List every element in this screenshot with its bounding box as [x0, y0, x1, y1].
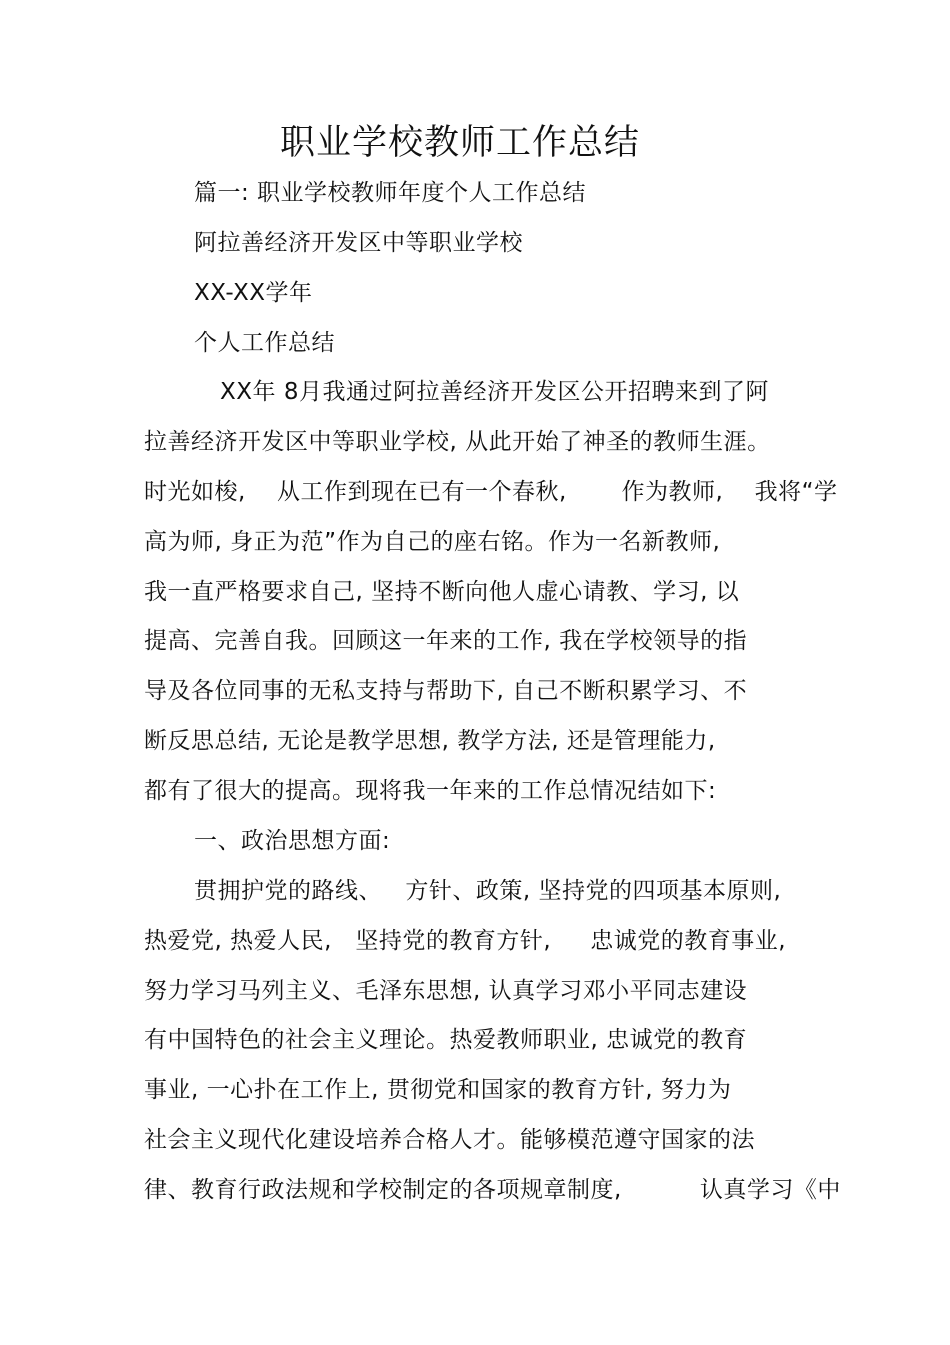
text-line: 努力学习马列主义、毛泽东思想, 认真学习邓小平同志建设: [144, 978, 748, 1004]
document-title: 职业学校教师工作总结: [279, 123, 640, 163]
text-line: 提高、完善自我。回顾这一年来的工作, 我在学校领导的指: [144, 628, 748, 654]
text-line: 断反思总结, 无论是教学思想, 教学方法, 还是管理能力,: [144, 728, 716, 754]
text-line: 律、教育行政法规和学校制定的各项规章制度, 认真学习《中: [144, 1177, 841, 1203]
text-line: 拉善经济开发区中等职业学校, 从此开始了神圣的教师生涯。: [144, 429, 771, 455]
text-line: 我一直严格要求自己, 坚持不断向他人虚心请教、学习, 以: [144, 579, 740, 605]
text-line: 导及各位同事的无私支持与帮助下, 自己不断积累学习、不: [144, 678, 748, 704]
text-line: 高为师, 身正为范”作为自己的座右铭。作为一名新教师,: [144, 529, 721, 555]
text-line: 有中国特色的社会主义理论。热爱教师职业, 忠诚党的教育: [144, 1027, 748, 1053]
text-line: 一、政治思想方面:: [194, 828, 391, 854]
text-line: 事业, 一心扑在工作上, 贯彻党和国家的教育方针, 努力为: [144, 1077, 732, 1103]
text-line: 篇一: 职业学校教师年度个人工作总结: [194, 180, 587, 206]
text-line: 时光如梭, 从工作到现在已有一个春秋, 作为教师, 我将“学: [144, 479, 838, 505]
text-line: 个人工作总结: [194, 330, 335, 356]
text-line: XX年 8月我通过阿拉善经济开发区公开招聘来到了阿: [220, 379, 769, 405]
text-line: 都有了很大的提高。现将我一年来的工作总情况结如下:: [144, 778, 717, 804]
text-line: 社会主义现代化建设培养合格人才。能够模范遵守国家的法: [144, 1127, 755, 1153]
text-line: 阿拉善经济开发区中等职业学校: [194, 230, 523, 256]
text-line: 贯拥护党的路线、 方针、政策, 坚持党的四项基本原则,: [194, 878, 782, 904]
text-line: 热爱党, 热爱人民, 坚持党的教育方针, 忠诚党的教育事业,: [144, 928, 787, 954]
text-line: XX-XX学年: [194, 280, 313, 306]
